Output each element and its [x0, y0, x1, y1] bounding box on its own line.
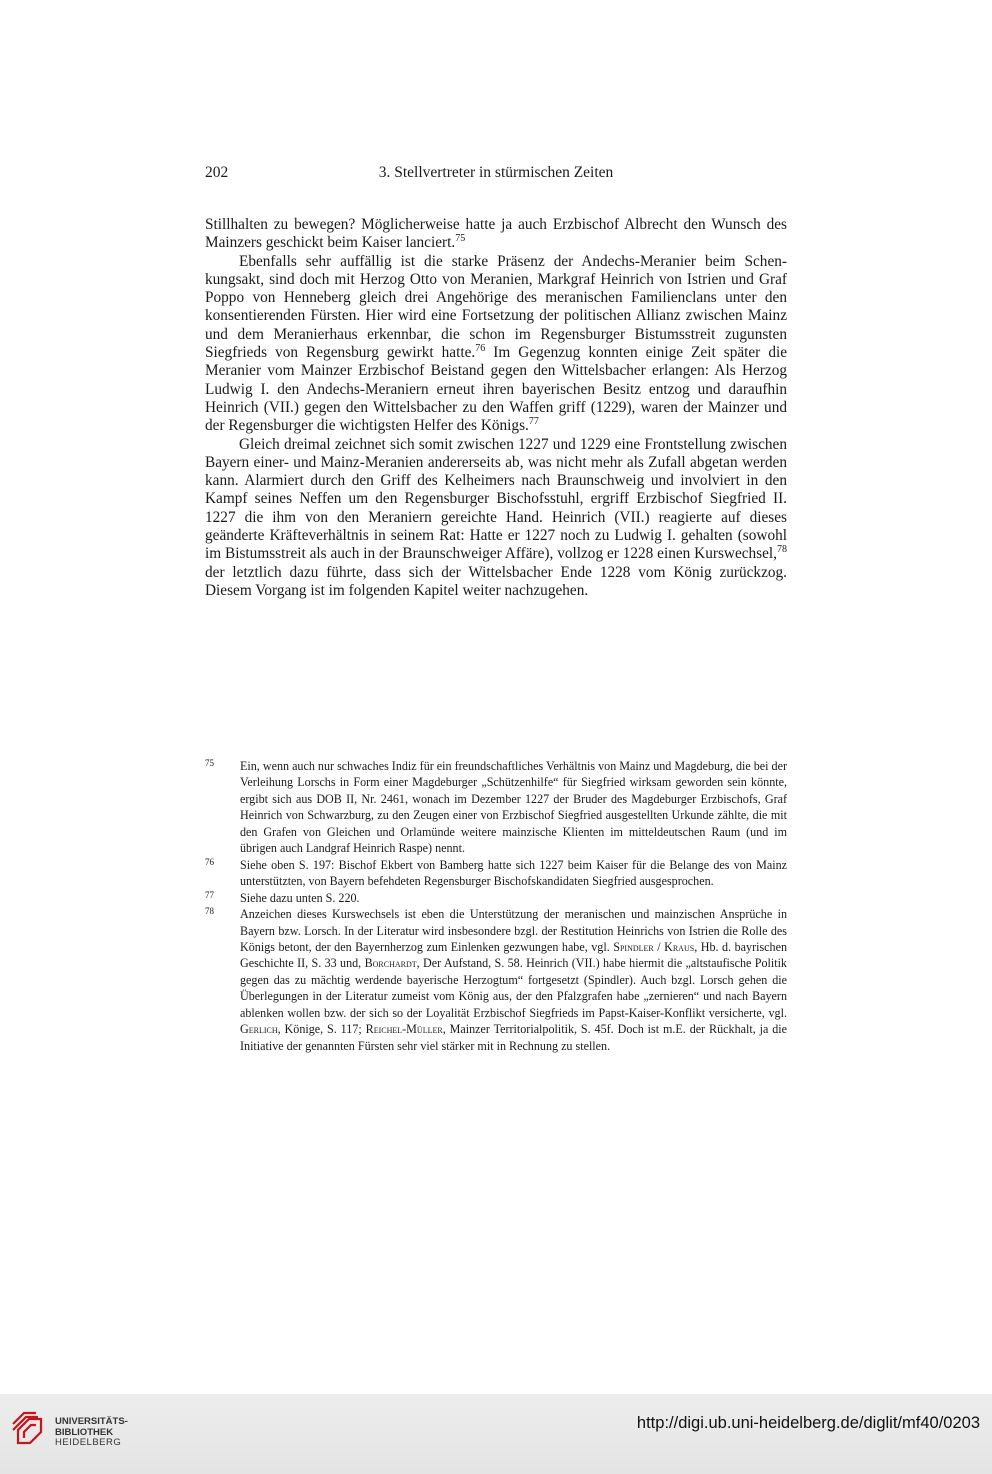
- library-name-line: HEIDELBERG: [55, 1437, 122, 1448]
- footnote-number: 77: [205, 889, 214, 900]
- paragraph-text: Ebenfalls sehr auffällig ist die starke Präsenz der Andechs-Meranier beim Schenkungsakt, sind doch mit Herzog Otto von Meranien, Markgraf Heinrich von Istrien und Graf Poppo von Henneberg gleich drei Angehörige des meranischen Familienclans unter den konsentierenden Fürsten. Hier wird eine Fortsetzung der politischen Allianz zwischen Mainz und dem Meranierhaus erkennbar, die schon im Regensburger Bistumsstreit zugunsten Siegfrieds von Regensburg gewirkt hatte.: [205, 252, 787, 362]
- footnote-number: 75: [205, 758, 214, 768]
- footnote-77: [205, 890, 787, 906]
- footnote-text: Anzeichen dieses Kurswechsels ist eben die Unterstützung der meranischen und mainzischen Ansprüche in Bayern bzw. Lorsch. In der Literatur wird insbesondere bzgl. der Restitution Heinrichs von Istrien die Rolle des Königs betont, der den Bayernherzog zum Einlenken gezwungen habe, vgl.: [240, 907, 787, 954]
- paragraph-text: Stillhalten zu bewegen? Möglicherweise hatte ja auch Erzbischof Albrecht den Wunsch des Mainzers geschickt beim Kaiser lanciert.: [205, 216, 787, 252]
- footnote-text: , Der Aufstand, S. 58. Heinrich (VII.) habe hiermit die „altstaufische Politik gegen das zu mächtig werdende bayerische Herzogtum“ fortgesetzt (Spindler). Auch bzgl. Lorsch gehen die Überlegungen in der Literatur zumeist vom König aus, der den Pfalzgrafen habe „zernieren“ und nach Bayern ablenken wollen bzw. der sich so der Loyalität Erzbischof Siegfrieds im Papst-Kaiser-Konflikt versicherte, vgl.: [240, 956, 787, 1020]
- paragraph-text: Im Gegenzug konnten einige Zeit später die Meranier vom Mainzer Erzbischof Beistand gegen den Wittelsbacher erlangen: Als Herzog Ludwig I. den Andechs-Meraniern erneut ihren bayerischen Besitz entzog und daraufhin Heinrich (VII.) gegen den Wittelsbacher zu den Waffen griff (1229), waren der Mainzer und der Regensburger die wichtigsten Helfer des Königs.: [205, 344, 788, 435]
- running-head: [205, 164, 787, 186]
- footnote-text: Ein, wenn auch nur schwaches Indiz für ein freundschaftliches Verhältnis von Mainz und Magdeburg, die bei der Verleihung Lorschs in Form einer Magdeburger „Schützenhilfe“ für Siegfried wirksam geworden sein könnte, ergibt sich aus DOB II, Nr. 2461, wonach im Dezember 1227 der Bruder des Magdeburger Erzbischofs, Graf Heinrich von Schwarzburg, zu den Zeugen einer von Erzbischof Siegfried ausgestellten Urkunde zählte, die mit den Grafen von Gleichen und Orlamünde weitere mainzische Klienten im mitteldeutschen Raum (und im übrigen auch Landgraf Heinrich Raspe) nennt.: [240, 759, 787, 856]
- footnote-text: Siehe dazu unten S. 220.: [240, 890, 360, 905]
- paragraph: [205, 216, 787, 253]
- footnote-text: , Könige, S. 117;: [277, 1022, 366, 1037]
- footnote-text: , Mainzer Territorialpolitik, S. 45f. Doch ist m.E. der Rückhalt, ja die Initiative der genannten Fürsten sehr viel stärker mit in Rechnung zu stellen.: [240, 1022, 788, 1053]
- library-footer: [0, 1394, 992, 1474]
- footnote-ref-78[interactable]: 78: [777, 544, 787, 556]
- author-name: Reichel-Müller: [365, 1022, 443, 1037]
- footnote-ref-75[interactable]: 75: [455, 233, 466, 245]
- paragraph-text: der letztlich dazu führte, dass sich der Wittelsbacher Ende 1228 vom König zurückzog. Diesem Vorgang ist im folgenden Kapitel weiter nachzugehen.: [205, 563, 787, 599]
- footnote-text: Siehe oben S. 197: Bischof Ekbert von Bamberg hatte sich 1227 beim Kaiser für die Belange des von Mainz unterstützten, von Bayern befehdeten Regensburger Bischofskandidaten Siegfried ausgesprochen.: [240, 857, 787, 889]
- library-name: [55, 1417, 128, 1449]
- footnote-75: [205, 758, 787, 857]
- footnote-number: 78: [205, 906, 214, 917]
- author-name: Borchardt: [364, 956, 417, 971]
- chapter-title: 3. Stellvertreter in stürmischen Zeiten: [378, 164, 614, 181]
- footnote-76: [205, 857, 787, 890]
- page-number: 202: [205, 164, 229, 181]
- footnotes: [205, 758, 787, 1054]
- source-url-link[interactable]: http://digi.ub.uni-heidelberg.de/diglit/mf40/0203: [636, 1414, 980, 1432]
- author-name: Gerlich: [240, 1022, 278, 1037]
- footnote-ref-76[interactable]: 76: [475, 343, 486, 355]
- author-name: Spindler / Kraus: [613, 939, 695, 954]
- ub-heidelberg-logo-icon[interactable]: [10, 1410, 46, 1446]
- paragraph-text: Gleich dreimal zeichnet sich somit zwischen 1227 und 1229 eine Frontstellung zwischen Bayern einer- und Mainz-Meranien andererseits ab, was nicht mehr als Zufall abgetan werden kann. Alarmiert durch den Griff des Kelheimers nach Braunschweig und involviert in den Kampf seines Neffen um den Regensburger Bischofsstuhl, ergriff Erzbischof Siegfried II. 1227 die ihm von den Meraniern gereichte Hand. Heinrich (VII.) reagierte auf dieses geänderte Kräfteverhältnis in seinem Rat: Hatte er 1227 noch zu Ludwig I. gehalten (sowohl im Bistumsstreit als auch in der Braunschweiger Affäre), vollzog er 1228 einen Kurswechsel,: [205, 435, 787, 563]
- footnote-number: 76: [205, 856, 214, 867]
- paragraph: [205, 253, 787, 436]
- footnote-text: , Hb. d. bayrischen Geschichte II, S. 33 und,: [240, 939, 787, 971]
- footnote-78: [205, 906, 787, 1054]
- footnote-ref-77[interactable]: 77: [528, 416, 539, 428]
- library-name-line: UNIVERSITÄTS-: [55, 1416, 128, 1427]
- main-text: [205, 216, 787, 600]
- paragraph: [205, 436, 787, 601]
- library-name-line: BIBLIOTHEK: [55, 1426, 114, 1438]
